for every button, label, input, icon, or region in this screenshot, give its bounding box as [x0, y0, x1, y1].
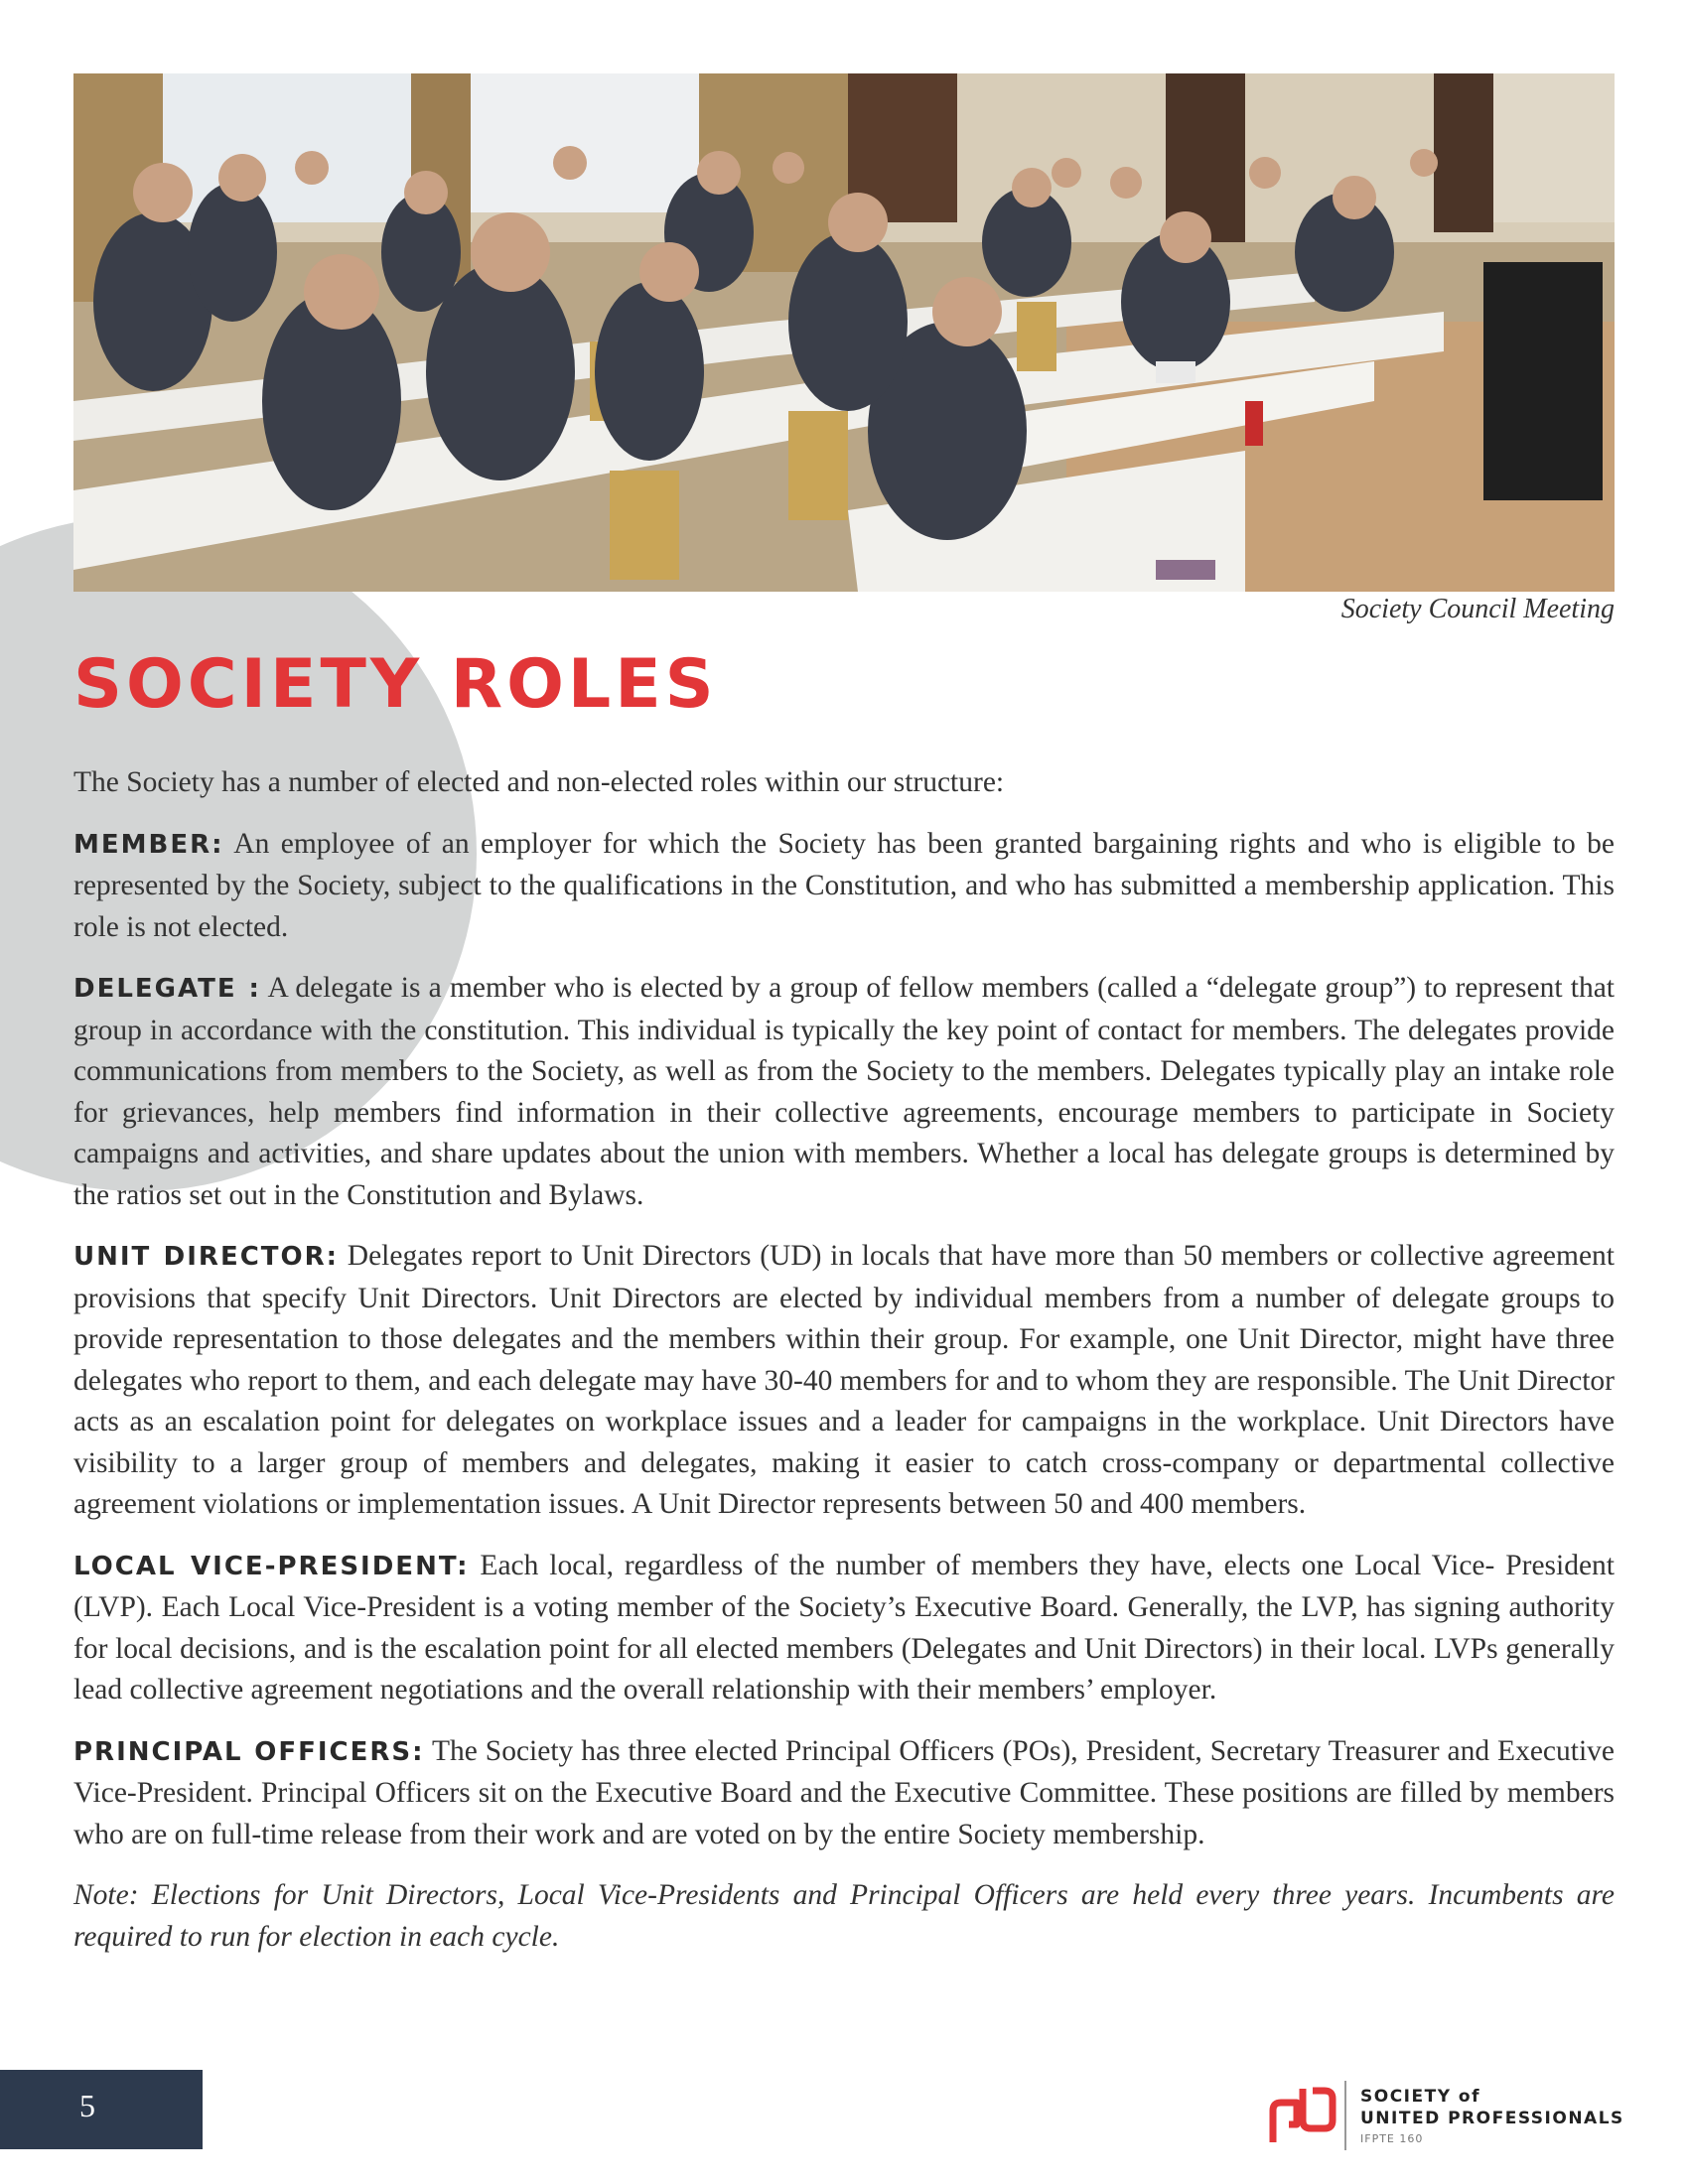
- elections-note: Note: Elections for Unit Directors, Local Vice-Presidents and Principal Officers are held every three years. Incumbents are required to run for election in each cycle.: [73, 1879, 1615, 1953]
- role-principal-officers: [73, 1731, 1615, 1856]
- logo-divider: [1344, 2081, 1346, 2150]
- logo-line-2: UNITED PROFESSIONALS: [1360, 2109, 1624, 2128]
- role-description: Each local, regardless of the number of members they have, elects one Local Vice- President (LVP). Each Local Vice-President is a voting member of the Society’s Executive Board. Generally, the LVP, has signing authority for local decisions, and is the escalation point for all elected members (Delegates and Unit Directors) in their local. LVPs generally lead collective agreement negotiations and the overall relationship with their members’ employer.: [73, 1549, 1616, 1706]
- sup-logo-icon: [1263, 2081, 1338, 2150]
- photo-caption: Society Council Meeting: [1340, 594, 1615, 624]
- role-label: UNIT DIRECTOR:: [73, 1242, 340, 1272]
- role-unit-director: [73, 1236, 1615, 1526]
- page-number: 5: [79, 2088, 95, 2123]
- logo-line-3: IFPTE 160: [1360, 2132, 1424, 2145]
- role-label: PRINCIPAL OFFICERS:: [73, 1736, 425, 1767]
- role-description: Delegates report to Unit Directors (UD) in locals that have more than 50 members or collective agreement provisions that specify Unit Directors. Unit Directors are elected by individual members from a number of delegate groups to provide representation to those delegates and the members within their group. For example, one Unit Director, might have three delegates who report to them, and each delegate may have 30-40 members for and to whom they are responsible. The Unit Director acts as an escalation point for delegates on workplace issues and a leader for campaigns in the workplace. Unit Directors have visibility to a larger group of members and delegates, making it easier to catch cross-company or departmental collective agreement violations or implementation issues. A Unit Director represents between 50 and 400 members.: [73, 1240, 1616, 1520]
- role-label: LOCAL VICE-PRESIDENT:: [73, 1551, 470, 1581]
- page-title: SOCIETY ROLES: [73, 645, 718, 724]
- role-local-vice-president: [73, 1546, 1615, 1711]
- roles-content: [73, 762, 1615, 1978]
- role-description: A delegate is a member who is elected by a group of fellow members (called a “delegate group”) to represent that group in accordance with the constitution. This individual is typically the key point of contact for members. The delegates provide communications from members to the Society, as well as from the Society to the members. Delegates typically play an intake role for grievances, help members find information in their collective agreements, encourage members to participate in Society campaigns and activities, and share updates about the union with members. Whether a local has delegate groups is determined by the ratios set out in the Constitution and Bylaws.: [73, 972, 1616, 1211]
- role-label: DELEGATE :: [73, 974, 261, 1004]
- role-description: The Society has three elected Principal Officers (POs), President, Secretary Treasurer and Executive Vice-President. Principal Officers sit on the Executive Board and the Executive Committee. These positions are filled by members who are on full-time release from their work and are voted on by the entire Society membership.: [73, 1734, 1615, 1850]
- page-number-box: [0, 2070, 203, 2149]
- intro-paragraph: The Society has a number of elected and non-elected roles within our structure:: [73, 766, 1005, 798]
- role-label: MEMBER:: [73, 829, 224, 860]
- society-logo: [1263, 2081, 1640, 2154]
- role-member: [73, 824, 1615, 949]
- meeting-photo: [73, 73, 1615, 592]
- logo-line-1: SOCIETY of: [1360, 2087, 1481, 2107]
- role-delegate: [73, 968, 1615, 1216]
- role-description: An employee of an employer for which the Society has been granted bargaining rights and who is eligible to be represented by the Society, subject to the qualifications in the Constitution, and who has submitted a membership application. This role is not elected.: [73, 827, 1616, 943]
